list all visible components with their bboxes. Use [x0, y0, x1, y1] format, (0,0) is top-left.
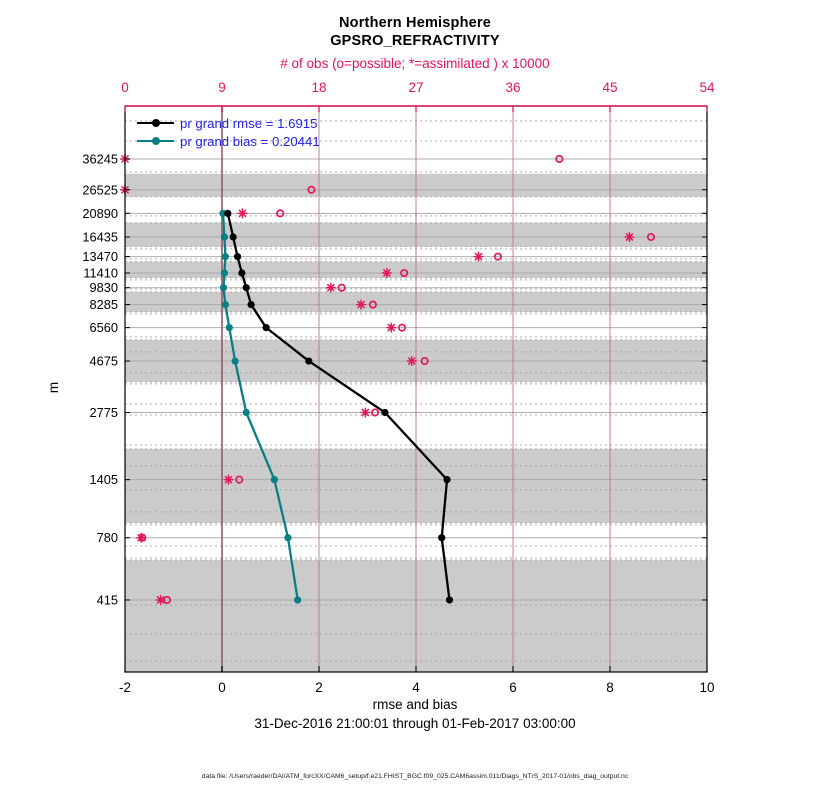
bottom-axis-tick-label: 4	[412, 680, 420, 695]
level-tick-label: 8285	[89, 297, 118, 313]
level-tick-label: 1405	[89, 472, 118, 488]
bottom-axis-tick-label: 6	[509, 680, 517, 695]
top-axis-tick-label: 18	[311, 80, 327, 95]
top-axis-tick-label: 45	[602, 80, 618, 95]
bias-marker-icon	[152, 137, 160, 145]
legend-item-rmse	[137, 114, 320, 132]
bias-line-swatch	[137, 140, 174, 143]
level-tick-label: 13470	[82, 249, 118, 265]
top-axis-tick-label: 36	[505, 80, 521, 95]
data-file-path: data file: /Users/raeder/DAI/ATM_forcXX/CAM6_setup/f.e21.FHIST_BGC.f09_025.CAM6assim.011/Diags_NTrS_2017-01/obs_diag_output.nc	[201, 773, 629, 780]
level-tick-label: 36245	[82, 151, 118, 167]
level-tick-label: 6560	[89, 320, 118, 336]
rmse-marker-icon	[152, 119, 160, 127]
bottom-axis-tick-label: 10	[699, 680, 715, 695]
obs-axis-note: # of obs (o=possible; *=assimilated ) x 10000	[280, 56, 550, 71]
legend-item-bias	[137, 132, 320, 150]
legend-label-bias: pr grand bias = 0.20441	[180, 133, 320, 149]
level-tick-label: 20890	[82, 205, 118, 221]
bottom-axis-tick-label: 0	[218, 680, 226, 695]
level-tick-label: 11410	[83, 265, 118, 281]
bottom-axis-tick-label: -2	[118, 680, 132, 695]
top-axis-tick-label: 0	[121, 80, 129, 95]
level-tick-label: 4675	[89, 353, 118, 369]
rmse-line-swatch	[137, 122, 174, 125]
x-axis-label: rmse and bias	[372, 697, 458, 712]
figure-title-line1: Northern Hemisphere	[338, 15, 492, 31]
level-tick-label: 415	[96, 592, 118, 608]
top-axis-tick-label: 54	[699, 80, 715, 95]
date-range: 31-Dec-2016 21:00:01 through 01-Feb-2017 03:00:00	[254, 716, 576, 731]
y-axis-label: m	[46, 381, 62, 394]
top-axis-tick-label: 27	[408, 80, 424, 95]
level-tick-label: 2775	[89, 405, 118, 421]
level-tick-label: 9830	[89, 280, 118, 296]
figure-title-line2: GPSRO_REFRACTIVITY	[330, 33, 500, 49]
bottom-axis-tick-label: 2	[315, 680, 323, 695]
legend-label-rmse: pr grand rmse = 1.6915	[180, 115, 318, 131]
level-tick-label: 780	[96, 530, 118, 546]
legend	[137, 114, 320, 150]
top-axis-tick-label: 9	[218, 80, 226, 95]
level-tick-label: 16435	[82, 229, 118, 245]
level-tick-label: 26525	[82, 182, 118, 198]
bottom-axis-tick-label: 8	[606, 680, 614, 695]
